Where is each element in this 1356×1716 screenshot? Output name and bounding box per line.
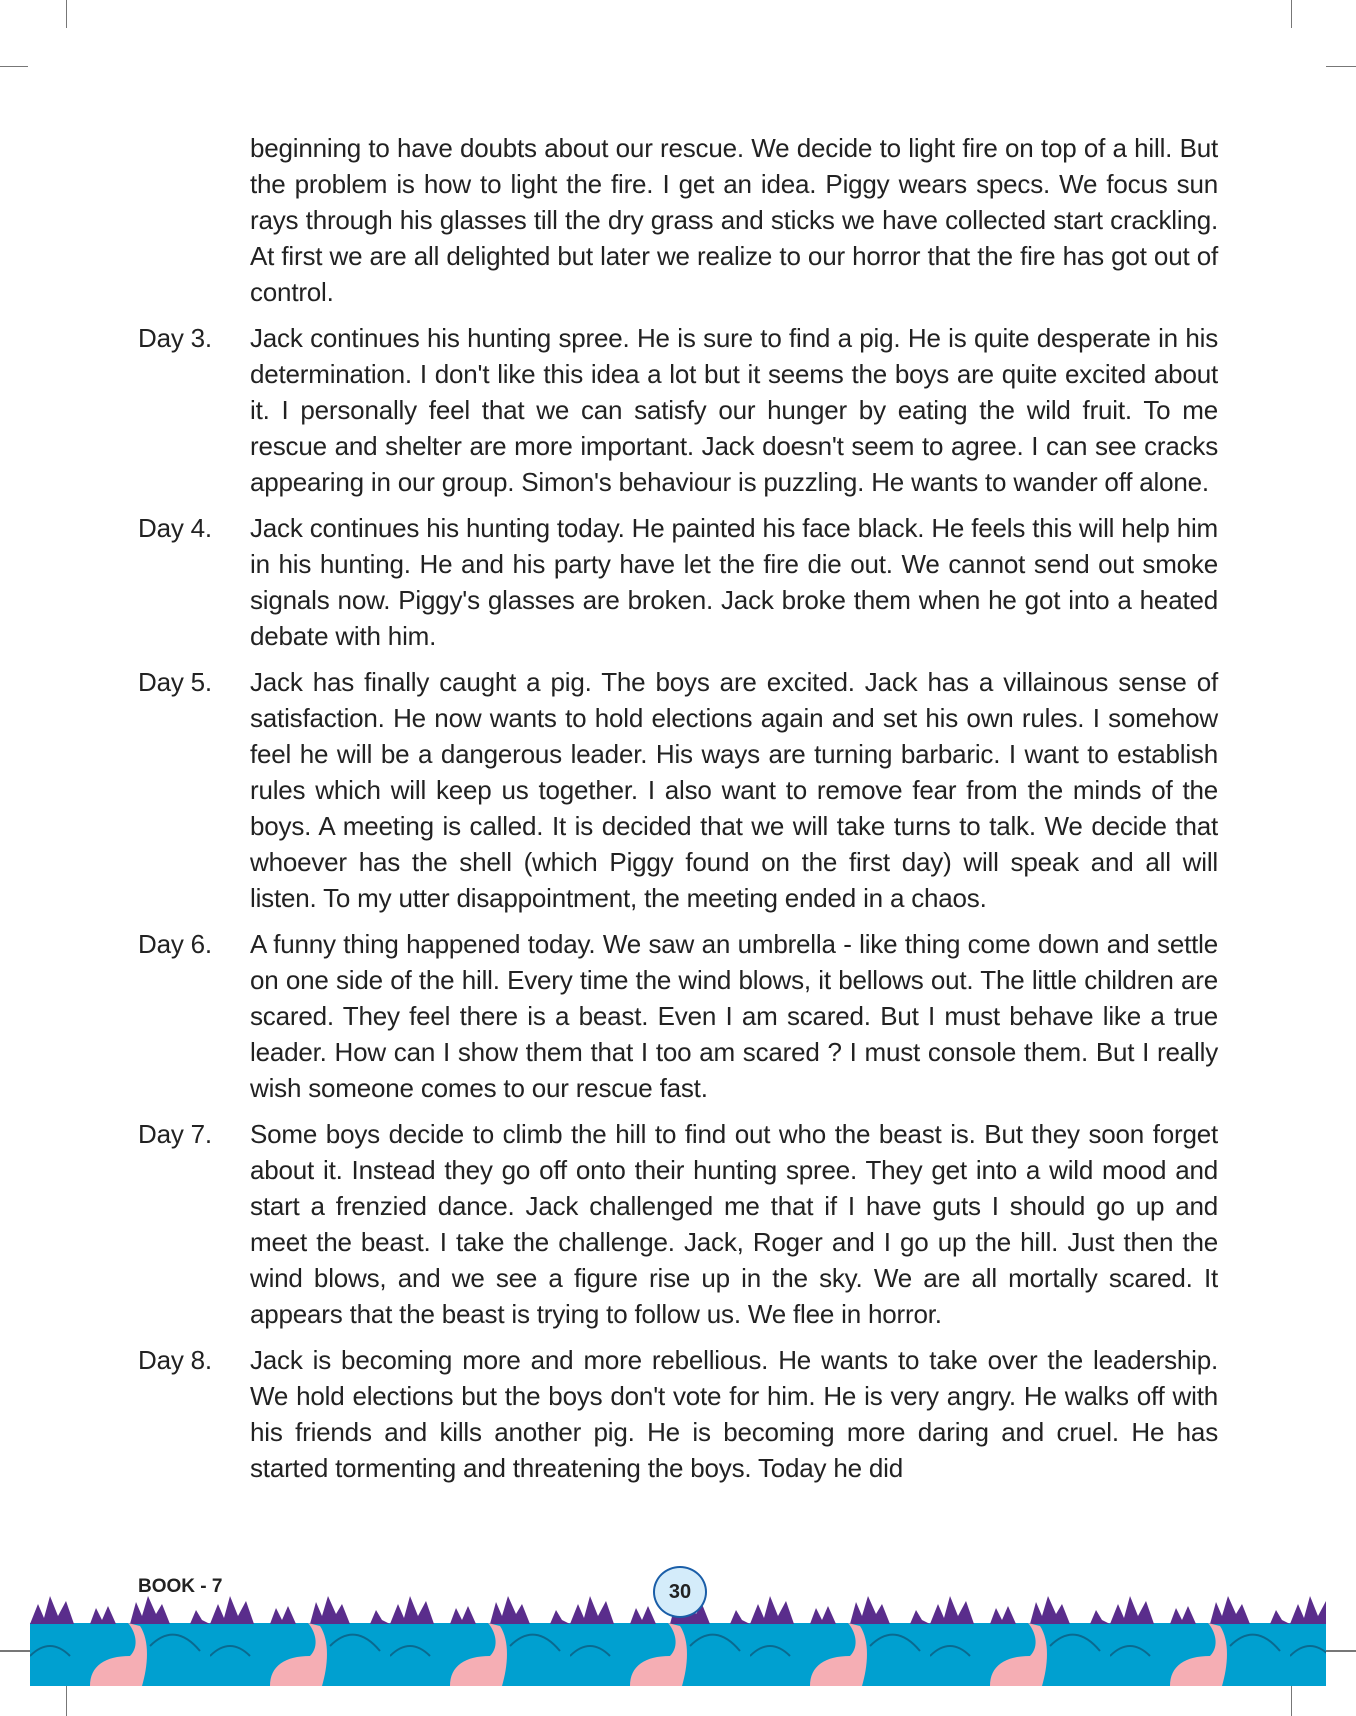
diary-entry — [138, 1342, 1218, 1486]
day-label: Day 5. — [138, 667, 212, 697]
diary-text — [138, 130, 1218, 1496]
day-label: Day 4. — [138, 513, 212, 543]
crop-mark — [1326, 66, 1356, 67]
diary-entry — [138, 1116, 1218, 1332]
entry-text: Jack is becoming more and more rebellious. He wants to take over the leadership. We hold elections but the boys don't vote for him. He is very angry. He walks off with his friends and kills another pig. He is becoming more daring and cruel. He has started tormenting and threatening the boys. Today he did — [250, 1345, 1218, 1483]
entry-text: Jack continues his hunting spree. He is sure to find a pig. He is quite desperate in his determination. I don't like this idea a lot but it seems the boys are quite excited about it. I personally feel that we can satisfy our hunger by eating the wild fruit. To me rescue and shelter are more important. Jack doesn't seem to agree. I can see cracks appearing in our group. Simon's behaviour is puzzling. He wants to wander off alone. — [250, 323, 1218, 497]
paragraph-text: beginning to have doubts about our rescue. We decide to light fire on top of a hill. But the problem is how to light the fire. I get an idea. Piggy wears specs. We focus sun rays through his glasses till the dry grass and sticks we have collected start crackling. At first we are all delighted but later we realize to our horror that the fire has got out of control. — [250, 133, 1218, 307]
book-label: BOOK - 7 — [138, 1576, 223, 1597]
entry-text: Jack continues his hunting today. He painted his face black. He feels this will help him in his hunting. He and his party have let the fire die out. We cannot send out smoke signals now. Piggy's glasses are broken. Jack broke them when he got into a heated debate with him. — [250, 513, 1218, 651]
crop-mark — [66, 0, 67, 28]
day-label: Day 6. — [138, 929, 212, 959]
crop-mark — [1291, 0, 1292, 28]
crop-mark — [66, 1686, 67, 1716]
diary-entry — [138, 510, 1218, 654]
entry-text: Jack has finally caught a pig. The boys are excited. Jack has a villainous sense of satisfaction. He now wants to hold elections again and set his own rules. I somehow feel he will be a dangerous leader. His ways are turning barbaric. I want to establish rules which will keep us together. I also want to remove fear from the minds of the boys. A meeting is called. It is decided that we will take turns to talk. We decide that whoever has the shell (which Piggy found on the first day) will speak and all will listen. To my utter disappointment, the meeting ended in a chaos. — [250, 667, 1218, 913]
entry-text: Some boys decide to climb the hill to find out who the beast is. But they soon forget about it. Instead they go off onto their hunting spree. They get into a wild mood and start a frenzied dance. Jack challenged me that if I have guts I should go up and meet the beast. I take the challenge. Jack, Roger and I go up the hill. Just then the wind blows, and we see a figure rise up in the sky. We are all mortally scared. It appears that the beast is trying to follow us. We flee in horror. — [250, 1119, 1218, 1329]
intro-paragraph — [138, 130, 1218, 310]
crop-mark — [1291, 1686, 1292, 1716]
entry-text: A funny thing happened today. We saw an umbrella - like thing come down and settle on one side of the hill. Every time the wind blows, it bellows out. The little children are scared. They feel there is a beast. Even I am scared. But I must behave like a true leader. How can I show them that I too am scared ? I must console them. But I really wish someone comes to our rescue fast. — [250, 929, 1218, 1103]
day-label: Day 7. — [138, 1119, 212, 1149]
page-number: 30 — [653, 1566, 707, 1618]
day-label: Day 3. — [138, 323, 212, 353]
diary-entry — [138, 320, 1218, 500]
diary-entry — [138, 664, 1218, 916]
crop-mark — [0, 66, 28, 67]
diary-entry — [138, 926, 1218, 1106]
day-label: Day 8. — [138, 1345, 212, 1375]
